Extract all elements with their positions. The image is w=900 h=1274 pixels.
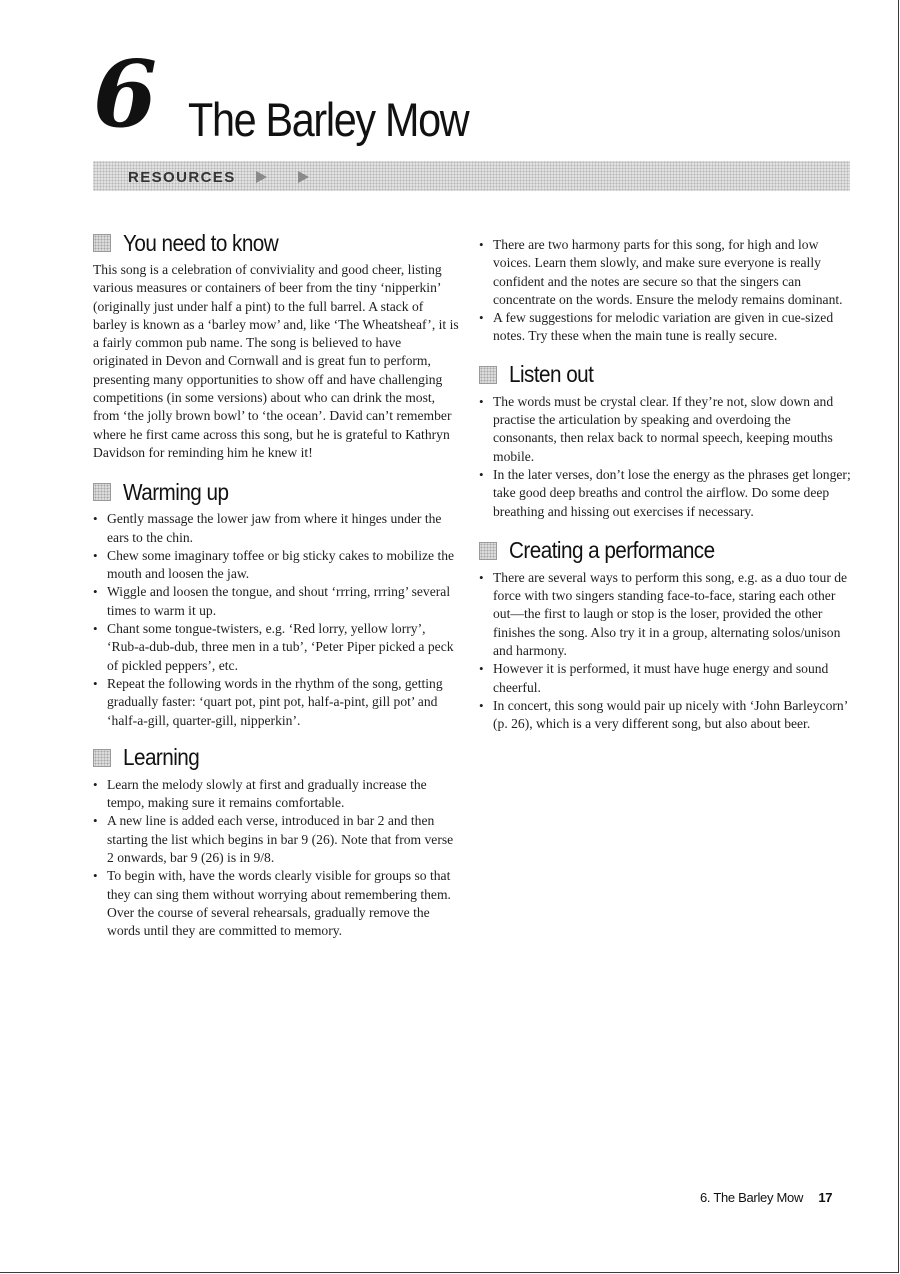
section-heading-learning: Learning (93, 743, 459, 773)
section-heading-you-need-to-know: You need to know (93, 228, 459, 258)
section-heading-listen-out: Listen out (479, 360, 851, 390)
checkbox-square-icon (93, 234, 111, 252)
creating-a-performance-list (479, 569, 851, 734)
list-item: • There are several ways to perform this song, e.g. as a duo tour de force with two singers standing face-to-face, staring each other out—the first to laugh or stop is the loser, provided the other finishes the song. Also try it in a group, alternating solos/unison and harmony. (479, 569, 851, 660)
running-title: 6. The Barley Mow (700, 1190, 804, 1205)
list-item: • Chew some imaginary toffee or big sticky cakes to mobilize the mouth and loosen the jaw. (93, 547, 459, 584)
page-number: 17 (818, 1190, 833, 1205)
play-arrow-icon (256, 171, 267, 183)
warming-up-list (93, 510, 459, 730)
page-footer (700, 1190, 850, 1205)
list-item: • Learn the melody slowly at first and gradually increase the tempo, making sure it remains comfortable. (93, 776, 459, 813)
list-item: • To begin with, have the words clearly visible for groups so that they can sing them without worrying about remembering them. Over the course of several rehearsals, gradually remove the words until they are committed to memory. (93, 867, 459, 940)
list-item: • Wiggle and loosen the tongue, and shout ‘rrring, rrring’ several times to warm it up. (93, 583, 459, 620)
learning-list (93, 776, 459, 941)
resources-bar (93, 161, 850, 191)
play-arrow-icon (298, 171, 309, 183)
chapter-number: 6 (93, 40, 158, 148)
checkbox-square-icon (93, 483, 111, 501)
right-column (479, 236, 851, 734)
list-item: • However it is performed, it must have huge energy and sound cheerful. (479, 660, 851, 697)
checkbox-square-icon (479, 366, 497, 384)
list-item: • There are two harmony parts for this song, for high and low voices. Learn them slowly, and make sure everyone is really confident and the notes are secure so that the singers can concentrate on the words. Ensure the melody remains dominant. (479, 236, 851, 309)
section-heading-warming-up: Warming up (93, 477, 459, 507)
checkbox-square-icon (93, 749, 111, 767)
list-item: • A new line is added each verse, introduced in bar 2 and then starting the list which begins in bar 9 (26). Note that from verse 2 onwards, bar 9 (26) is in 9/8. (93, 812, 459, 867)
learning-continued-list (479, 236, 851, 346)
checkbox-square-icon (479, 542, 497, 560)
intro-paragraph: This song is a celebration of conviviality and good cheer, listing various measures or containers of beer from the tiny ‘nipperkin’ (originally just under half a pint) to the full barrel. A stack of barley is known as a ‘barley mow’ and, like ‘The Wheatsheaf’, it is a fairly common pub name. The song is believed to have originated in Devon and Cornwall and is great fun to perform, presenting many opportunities to show off and have challenging competitions (in some versions) about who can drink the most, from ‘the jolly brown bowl’ to ‘the ocean’. David can’t remember where he first came across this song, but he is grateful to Kathryn Davidson for reminding him he knew it! (93, 262, 459, 460)
left-column (93, 228, 459, 941)
list-item: • A few suggestions for melodic variation are given in cue-sized notes. Try these when the main tune is really secure. (479, 309, 851, 346)
list-item: • Chant some tongue-twisters, e.g. ‘Red lorry, yellow lorry’, ‘Rub-a-dub-dub, three men in a tub’, ‘Peter Piper picked a peck of pickled peppers’, etc. (93, 620, 459, 675)
list-item: • Repeat the following words in the rhythm of the song, getting gradually faster: ‘quart pot, pint pot, half-a-pint, gill pot’ and ‘half-a-gill, quarter-gill, nipperkin’. (93, 675, 459, 730)
list-item: • In concert, this song would pair up nicely with ‘John Barleycorn’ (p. 26), which is a very different song, but also about beer. (479, 697, 851, 734)
resources-label: RESOURCES (128, 169, 236, 186)
chapter-title: The Barley Mow (188, 93, 469, 146)
list-item: • In the later verses, don’t lose the energy as the phrases get longer; take good deep breaths and control the airflow. Do some deep breathing and hissing out exercises if necessary. (479, 466, 851, 521)
list-item: • The words must be crystal clear. If they’re not, slow down and practise the articulation by speaking and overdoing the consonants, then relax back to normal speech, keeping mouths mobile. (479, 393, 851, 466)
section-heading-creating-a-performance: Creating a performance (479, 536, 851, 566)
list-item: • Gently massage the lower jaw from where it hinges under the ears to the chin. (93, 510, 459, 547)
listen-out-list (479, 393, 851, 521)
